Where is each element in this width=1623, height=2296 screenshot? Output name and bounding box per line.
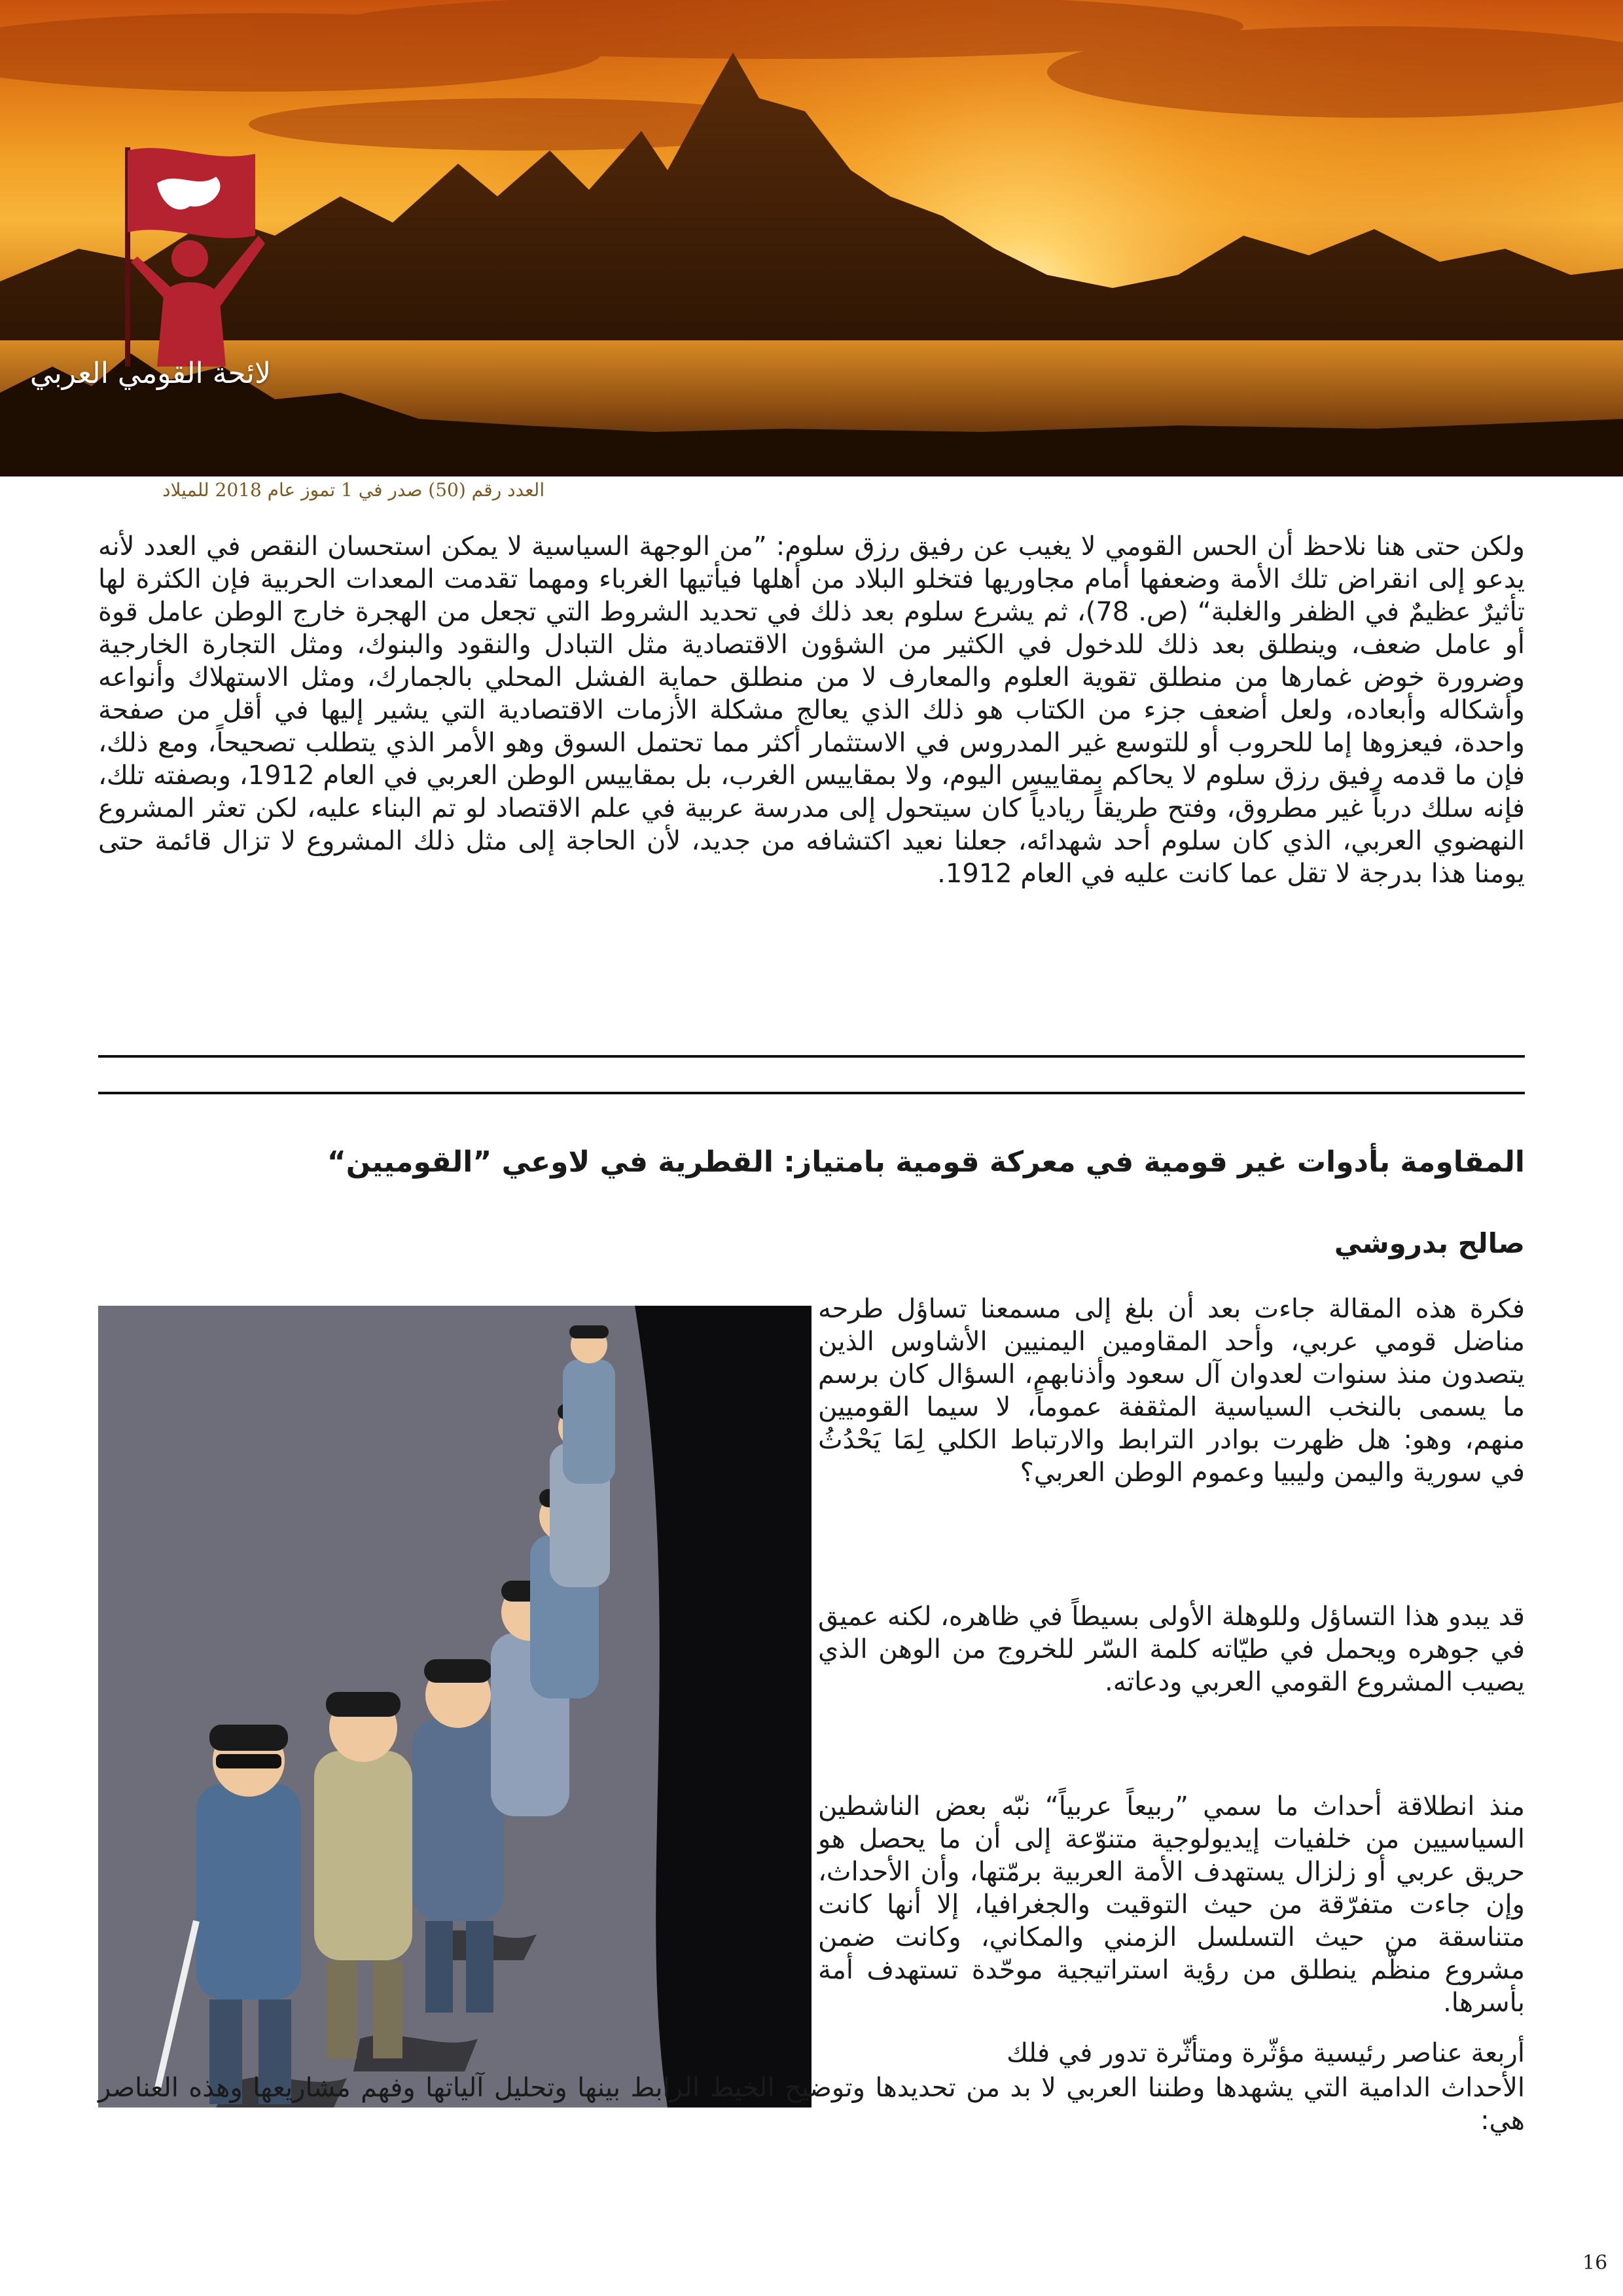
divider-top [98,1055,1525,1058]
article2-paragraph-1: فكرة هذه المقالة جاءت بعد أن بلغ إلى مسمعنا تساؤل طرحه مناضل قومي عربي، وأحد المقاومين اليمنيين الأشاوس الذين يتصدون منذ سنوات لعدوان آل سعود وأذنابهم، السؤال كان برسم ما يسمى بالنخب السياسية المثقفة عموماً، لا سيما القوميين منهم، وهو: هل ظهرت بوادر الترابط والارتباط الكلي لِمَا يَحْدُثُ في سورية واليمن وليبيا وعموم الوطن العربي؟ [818,1294,1525,1488]
article1-paragraph: ولكن حتى هنا نلاحظ أن الحس القومي لا يغيب عن رفيق رزق سلوم: ”من الوجهة السياسية لا يمكن استحسان النقص في العدد لأنه يدعو إلى انقراض تلك الأمة وضعفها أمام مجاوريها فتخلو البلاد من أهلها فيأتيها الغرباء ومهما تقدمت المعدات الحربية فإن الكثرة لها تأثيرٌ عظيمٌ في الظفر والغلبة“ (ص. 78)، ثم يشرع سلوم بعد ذلك في تحديد الشروط التي تجعل من الهجرة خارج الوطن عامل قوة أو عامل ضعف، وينطلق بعد ذلك للدخول في الكثير من الشؤون الاقتصادية مثل التبادل والنقود والبنوك، ومثل التجارة الخارجية وضرورة خوض غمارها من منطلق تقوية العلوم والمعارف لا من منطلق حماية الفشل المحلي بالجمارك، ومثل الاستهلاك وأنواعه وأشكاله وأبعاده، ولعل أضعف جزء من الكتاب هو ذلك الذي يعالج مشكلة الأزمات الاقتصادية التي يشير إليها في أقل من صفحة واحدة، فيعزوها إما للحروب أو للتوسع غير المدروس في الاستثمار أكثر مما تحتمل السوق وهو الأمر الذي يتطلب تصحيحاً، ومع ذلك، فإن ما قدمه رفيق رزق سلوم لا يحاكم بمقاييس اليوم، ولا بمقاييس الغرب، بل بمقاييس الوطن العربي في العام 1912، وبصفته تلك، فإنه سلك درباً غير مطروق، وفتح طريقاً ريادياً كان سيتحول إلى مدرسة عربية في علم الاقتصاد لو تم البناء عليه، لكن تعثر المشروع النهضوي العربي، الذي كان سلوم أحد شهدائه، جعلنا نعيد اكتشافه من جديد، لأن الحاجة إلى مثل ذلك المشروع لا تزال قائمة حتى يومنا هذا بدرجة لا تقل عما كانت عليه في العام 1912. [98,531,1525,889]
article2-title: المقاومة بأدوات غير قومية في معركة قومية بامتياز: القطرية في لاوعي ”القوميين“ [327,1145,1525,1179]
cartoon-illustration [98,1306,812,2108]
article2-paragraph-3: منذ انطلاقة أحداث ما سمي ”ربيعاً عربياً“ نبّه بعض الناشطين السياسيين من خلفيات إيديولوجية متنوّعة إلى أن ما يحصل هو حريق عربي أو زلزال يستهدف الأمة العربية برمّتها، وأن الأحداث، وإن جاءت متفرّقة من حيث التوقيت والجغرافيا، إلا أنها كانت متناسقة من حيث التسلسل الزمني والمكاني، وكانت ضمن مشروع منظّم ينطلق من رؤية استراتيجية موحّدة تستهدف أمة بأسرها. [818,1791,1525,2018]
divider-bottom [98,1092,1525,1094]
article2-closing-paragraph: الأحداث الدامية التي يشهدها وطننا العربي لا بد من تحديدها وتوضيح الخيط الرابط بينها وتحليل آلياتها وفهم مشاريعها وهذه العناصر هي: [98,2073,1525,2136]
sunset-mountains-photo [0,0,1623,476]
page-number: 16 [1582,2251,1608,2274]
article2-paragraph-4: أربعة عناصر رئيسية مؤثّرة ومتأثّرة تدور في فلك [1007,2038,1525,2068]
cartoon-blind-men [98,1306,812,2108]
logo-caption: لائحة القومي العربي [29,357,272,390]
issue-line: العدد رقم (50) صدر في 1 تموز عام 2018 للميلاد [162,479,545,501]
article2-paragraph-2: قد يبدو هذا التساؤل وللوهلة الأولى بسيطاً في ظاهره، لكنه عميق في جوهره ويحمل في طيّاته كلمة السّر للخروج من الوهن الذي يصيب المشروع القومي العربي ودعاته. [818,1602,1525,1697]
article2-author: صالح بدروشي [1334,1227,1525,1259]
header-banner [0,0,1623,476]
